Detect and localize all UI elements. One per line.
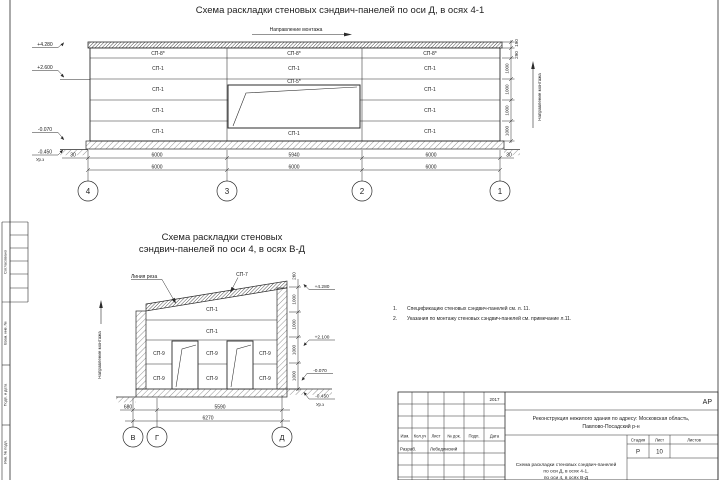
elevation-value: -0.070 — [313, 369, 327, 374]
dim-value: 6000 — [425, 164, 437, 171]
tb-sheet-header: Лист — [654, 437, 665, 443]
elevation-value: -0.070 — [37, 127, 53, 133]
tb-doc-code: АР — [702, 399, 712, 406]
panel-label: СП-9 — [259, 376, 271, 382]
dim-value: 260 — [291, 272, 297, 280]
panel-label: СП-1 — [152, 108, 164, 114]
strip-vzam-label: Взам. инв. № — [3, 321, 8, 345]
notes-block — [393, 305, 571, 322]
montage-top-label: Направление монтажа — [269, 27, 323, 33]
tb-doc-title-line2: по оси Д, в осях 4-1, — [543, 469, 589, 475]
dim-value: 6270 — [202, 415, 214, 422]
panel-label: СП-9 — [206, 376, 218, 382]
panel-label: СП-1 — [288, 66, 300, 72]
dim-value: 5590 — [214, 404, 226, 411]
tb-col-header: Дата — [489, 433, 500, 439]
dim-value: 680 — [123, 404, 133, 411]
tb-sheet-value: 10 — [656, 449, 663, 456]
panel-label: СП-1 — [424, 108, 436, 114]
d2-right-dims — [289, 272, 335, 407]
dim-value: 1000 — [291, 370, 297, 382]
dim-value: 290 — [514, 51, 519, 59]
sp7-label: СП-7 — [236, 272, 248, 278]
d2-left-column — [136, 311, 146, 389]
note-number: 1. — [393, 306, 398, 312]
note-number: 2. — [393, 316, 398, 322]
axis-label: Д — [279, 433, 285, 442]
dim-value: 30 — [70, 152, 76, 159]
montage-right-arrow-icon — [531, 61, 535, 69]
montage-right-label: Направление монтажа — [537, 73, 542, 121]
dim-value: 1000 — [504, 105, 510, 116]
axis-label: 1 — [497, 187, 503, 196]
dim-value: 30 — [506, 152, 512, 159]
tb-col-header: № док. — [447, 433, 461, 439]
panel-label-opening: СП-5* — [287, 79, 301, 85]
elevation-value: -0.450 — [315, 394, 329, 400]
drawing1-title: Схема раскладки стеновых сэндвич-панелей по оси Д, в осях 4-1 — [195, 5, 485, 16]
tb-razrab-label: Разраб. — [400, 446, 417, 452]
d1-parapet-band — [88, 42, 502, 48]
montage-left-label: Направление монтажа — [97, 331, 102, 379]
panel-label: СП-1 — [152, 66, 164, 72]
drawing2-title — [139, 232, 306, 255]
elevation-value: +4.280 — [314, 285, 330, 290]
d1-axis-bubbles — [78, 181, 510, 201]
title-block-headers — [401, 434, 500, 439]
d2-elevation-marks — [302, 284, 335, 407]
ground-level-label: Ур.з — [35, 157, 45, 162]
tb-col-header: Изм. — [400, 433, 410, 439]
tb-doc-title-line3: по оси 4, в осях В-Д — [543, 476, 589, 480]
note-text: Указания по монтажу стеновых сэндвич-панелей см. примечание л.11. — [407, 316, 572, 322]
d2-bottom-dims — [120, 395, 292, 447]
montage-direction-left — [97, 300, 103, 379]
d2-wall — [116, 281, 332, 402]
d1-right-dims — [502, 39, 542, 143]
elevation-value: +4.280 — [37, 42, 53, 48]
panel-label: СП-8* — [423, 51, 437, 57]
montage-direction-top — [252, 27, 352, 36]
panel-label: СП-9 — [153, 351, 165, 357]
panel-label: СП-1 — [152, 87, 164, 93]
montage-left-arrow-icon — [99, 300, 103, 308]
tb-col-header: Кол.уч — [413, 433, 427, 439]
tb-year: 2017 — [489, 397, 500, 402]
elevation-value: +2.600 — [37, 65, 53, 71]
tb-project-line1: Реконструкция нежилого здания по адресу: Московская область, — [532, 416, 690, 422]
dim-value: 1000 — [504, 84, 510, 95]
tb-col-header: Подп. — [468, 433, 480, 439]
dim-value: 1000 — [291, 319, 297, 330]
dim-value: 6000 — [288, 164, 300, 171]
d1-plinth-band — [86, 141, 504, 149]
elevation-value: +2.100 — [314, 335, 330, 341]
dim-value: 6000 — [151, 164, 163, 171]
d1-wall — [60, 42, 520, 155]
strip-podp-label: Подп. и дата — [3, 383, 8, 407]
panel-label: СП-1 — [152, 129, 164, 135]
dim-value: 1000 — [504, 63, 510, 74]
dim-value: 1000 — [504, 125, 510, 137]
strip-inv-label: Инв. № подл. — [3, 440, 8, 464]
panel-label: СП-1 — [206, 329, 218, 335]
d2-plinth-band — [136, 389, 287, 397]
tb-col-header: Лист — [431, 433, 441, 439]
panel-label: СП-1 — [206, 307, 218, 313]
d2-right-column — [277, 288, 287, 389]
ground-level-label: Ур.з — [316, 402, 324, 407]
tb-sheets-header: Листов — [687, 437, 701, 443]
dim-value: 6000 — [151, 152, 163, 159]
drawing2-title-line2: сэндвич-панелей по оси 4, в осях В-Д — [138, 244, 306, 255]
panel-label: СП-1 — [424, 129, 436, 135]
note-text: Спецификацию стеновых сэндвич-панелей см. л. 11. — [407, 306, 530, 312]
dim-value: 1000 — [291, 294, 297, 305]
tb-stage-value: Р — [635, 449, 641, 456]
d1-elevation-marks — [32, 42, 90, 162]
montage-top-arrow-icon — [344, 33, 352, 37]
d1-bottom-dims — [62, 150, 514, 201]
tb-razrab-name: Лебединский — [430, 446, 458, 452]
axis-label: 4 — [85, 187, 91, 196]
drawing2-title-line1: Схема раскладки стеновых — [161, 232, 283, 243]
dim-value: 6000 — [425, 152, 437, 159]
panel-label: СП-8* — [287, 51, 301, 57]
axis-label: 2 — [359, 187, 365, 196]
d1-opening — [228, 85, 360, 128]
panel-label: СП-1 — [288, 131, 300, 137]
d2-axis-bubbles — [123, 427, 292, 447]
panel-label: СП-8* — [151, 51, 165, 57]
panel-label: СП-9 — [206, 351, 218, 357]
tb-doc-title — [516, 461, 617, 480]
tb-project-line2: Павлово-Посадский р-н — [582, 424, 640, 430]
axis-label: 3 — [224, 187, 230, 196]
title-block — [398, 392, 718, 480]
elevation-value: -0.450 — [37, 149, 53, 156]
strip-agreed-label: Согласовано — [2, 249, 8, 275]
axis-label: Г — [154, 433, 160, 442]
tb-doc-title-line1: Схема раскладки стеновых сэндвич-панелей — [515, 463, 617, 468]
panel-label: СП-1 — [424, 66, 436, 72]
dim-value: 1000 — [291, 344, 297, 356]
panel-label: СП-1 — [424, 87, 436, 93]
dim-value: 5940 — [288, 152, 300, 159]
axis-label: В — [130, 433, 136, 442]
dim-value: 190 — [514, 39, 519, 47]
left-strip-labels — [3, 249, 8, 464]
panel-label: СП-9 — [153, 376, 165, 382]
tb-stage-header: Стадия — [630, 437, 646, 443]
panel-label: СП-9 — [259, 351, 271, 357]
cut-line-label: Линия реза — [131, 274, 158, 280]
